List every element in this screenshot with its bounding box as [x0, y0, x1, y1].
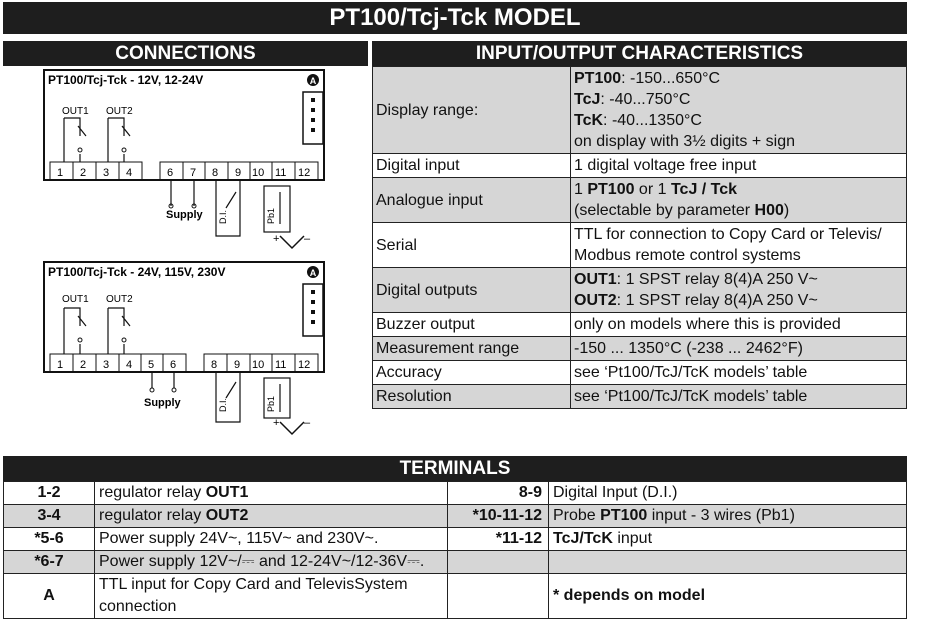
terminal-description: * depends on model	[549, 574, 907, 619]
diagram-2-probe-label: Pb1	[266, 395, 276, 412]
svg-text:6: 6	[167, 167, 174, 179]
svg-text:4: 4	[126, 167, 133, 179]
wiring-diagram-2	[0, 256, 370, 451]
io-value: -150 ... 1350°C (-238 ... 2462°F)	[571, 337, 907, 361]
io-value: 1 PT100 or 1 TcJ / Tck (selectable by parameter H00)	[571, 178, 907, 223]
diagram-1-terminal-strip	[50, 162, 318, 180]
io-label: Digital input	[373, 154, 571, 178]
terminal-description: TTL input for Copy Card and TelevisSystem connection	[95, 574, 448, 619]
diagram-2-out1-label: OUT1	[62, 294, 89, 305]
diagram-1-di-label: D.I.	[218, 209, 228, 224]
terminal-description: Power supply 24V~, 115V~ and 230V~.	[95, 528, 448, 551]
svg-text:10: 10	[252, 359, 265, 371]
io-row-digital-outputs	[373, 268, 907, 313]
io-value: OUT1: 1 SPST relay 8(4)A 250 V~ OUT2: 1 SPST relay 8(4)A 250 V~	[571, 268, 907, 313]
terminals-table	[3, 481, 907, 619]
svg-text:11: 11	[275, 167, 287, 179]
terminal-number: *10-11-12	[448, 505, 549, 528]
terminal-number: 8-9	[448, 482, 549, 505]
svg-text:2: 2	[80, 167, 87, 179]
io-row-digital-input	[373, 154, 907, 178]
io-row-accuracy	[373, 361, 907, 385]
svg-text:4: 4	[126, 359, 133, 371]
io-label: Analogue input	[373, 178, 571, 223]
io-header: INPUT/OUTPUT CHARACTERISTICS	[372, 41, 907, 66]
io-row-display-range	[373, 67, 907, 154]
terminals-row	[4, 528, 907, 551]
svg-text:5: 5	[148, 359, 155, 371]
svg-text:12: 12	[298, 167, 311, 179]
svg-text:1: 1	[57, 359, 64, 371]
terminals-header: TERMINALS	[3, 456, 907, 481]
terminal-description: Power supply 12V~/⎓ and 12-24V~/12-36V⎓.	[95, 551, 448, 574]
diagram-1-title: PT100/Tcj-Tck - 12V, 12-24V	[48, 73, 204, 87]
terminal-number: 3-4	[4, 505, 95, 528]
terminal-number: *5-6	[4, 528, 95, 551]
diagram-2-di-label: D.I.	[218, 397, 228, 412]
svg-text:12: 12	[298, 359, 311, 371]
terminal-number: *6-7	[4, 551, 95, 574]
io-label: Accuracy	[373, 361, 571, 385]
svg-text:10: 10	[252, 167, 265, 179]
diagram-1-plus: +	[273, 233, 280, 245]
terminal-description	[549, 551, 907, 574]
io-value: 1 digital voltage free input	[571, 154, 907, 178]
terminal-description: TcJ/TcK input	[549, 528, 907, 551]
io-value: only on models where this is provided	[571, 313, 907, 337]
io-value: see ‘Pt100/TcJ/TcK models’ table	[571, 361, 907, 385]
svg-text:3: 3	[103, 167, 110, 179]
io-characteristics-table	[372, 66, 907, 409]
svg-text:9: 9	[234, 359, 241, 371]
svg-text:3: 3	[103, 359, 110, 371]
svg-text:1: 1	[57, 167, 64, 179]
io-value: see ‘Pt100/TcJ/TcK models’ table	[571, 385, 907, 409]
svg-text:2: 2	[80, 359, 87, 371]
diagram-2-minus: –	[304, 417, 311, 429]
connections-header: CONNECTIONS	[3, 41, 368, 66]
diagram-2-terminal-strip	[50, 354, 318, 372]
io-label: Buzzer output	[373, 313, 571, 337]
io-row-buzzer	[373, 313, 907, 337]
diagram-1-badge-label: A	[309, 76, 317, 86]
svg-text:11: 11	[275, 359, 287, 371]
diagram-2-supply-label: Supply	[144, 397, 181, 409]
diagram-1-out1-label: OUT1	[62, 106, 89, 117]
io-row-resolution	[373, 385, 907, 409]
svg-text:9: 9	[235, 167, 242, 179]
io-row-serial	[373, 223, 907, 268]
terminal-description: Digital Input (D.I.)	[549, 482, 907, 505]
io-row-measurement	[373, 337, 907, 361]
diagram-1-out2-label: OUT2	[106, 106, 133, 117]
diagram-1-supply-label: Supply	[166, 209, 203, 221]
svg-text:8: 8	[211, 359, 218, 371]
io-label: Digital outputs	[373, 268, 571, 313]
svg-text:7: 7	[190, 167, 197, 179]
diagram-2-plus: +	[273, 417, 280, 429]
io-label: Resolution	[373, 385, 571, 409]
page-title: PT100/Tcj-Tck MODEL	[3, 2, 907, 34]
terminal-number: 1-2	[4, 482, 95, 505]
terminal-description: regulator relay OUT2	[95, 505, 448, 528]
io-label: Display range:	[373, 67, 571, 154]
terminals-row	[4, 505, 907, 528]
terminals-row	[4, 482, 907, 505]
io-label: Measurement range	[373, 337, 571, 361]
diagram-1-probe-label: Pb1	[266, 207, 276, 224]
terminals-row	[4, 551, 907, 574]
svg-text:6: 6	[170, 359, 177, 371]
diagram-2-badge-label: A	[309, 268, 317, 278]
terminal-description: Probe PT100 input - 3 wires (Pb1)	[549, 505, 907, 528]
wiring-diagram-1	[0, 66, 370, 256]
terminals-row	[4, 574, 907, 619]
diagram-1-minus: –	[304, 233, 311, 245]
terminal-number	[448, 574, 549, 619]
io-label: Serial	[373, 223, 571, 268]
svg-text:8: 8	[212, 167, 219, 179]
terminal-number	[448, 551, 549, 574]
diagram-2-out2-label: OUT2	[106, 294, 133, 305]
terminal-description: regulator relay OUT1	[95, 482, 448, 505]
diagram-2-title: PT100/Tcj-Tck - 24V, 115V, 230V	[48, 265, 226, 279]
io-value: TTL for connection to Copy Card or Televis/ Modbus remote control systems	[571, 223, 907, 268]
terminal-number: *11-12	[448, 528, 549, 551]
terminal-number: A	[4, 574, 95, 619]
io-value: PT100: -150...650°C TcJ: -40...750°C TcK: -40...1350°C on display with 3½ digits + sign	[571, 67, 907, 154]
io-row-analogue-input	[373, 178, 907, 223]
